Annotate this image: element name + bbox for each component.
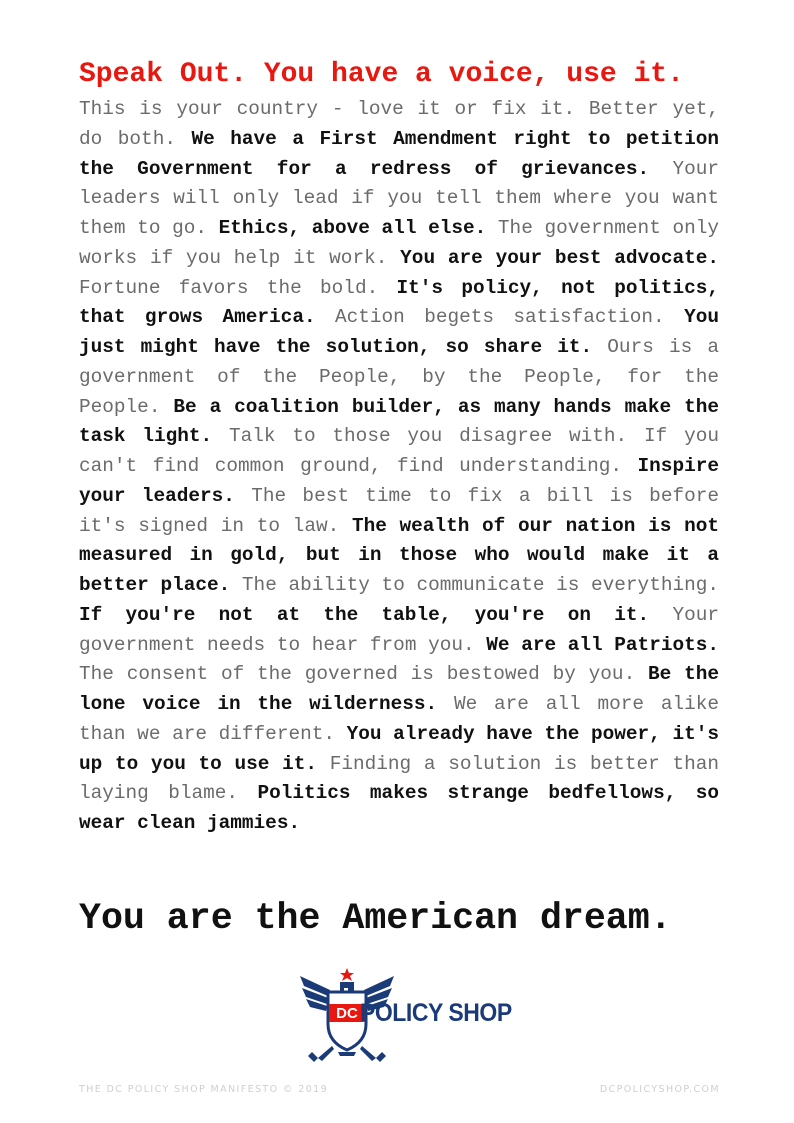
logo-name: POLICY SHOP	[360, 999, 512, 1027]
manifesto-segment: We have a First Amendment right to petition the Government for a redress of grievances.	[79, 127, 719, 180]
dc-policy-shop-logo	[298, 966, 512, 1066]
manifesto-segment: Be a coalition builder, as many hands make the task light.	[79, 395, 719, 448]
manifesto-body	[79, 95, 719, 839]
manifesto-segment: Your government needs to hear from you.	[79, 603, 719, 656]
closing-line: You are the American dream.	[79, 898, 672, 939]
manifesto-segment: The ability to communicate is everything.	[241, 574, 720, 596]
manifesto-segment: Politics makes strange bedfellows, so wear clean jammies.	[79, 782, 720, 834]
manifesto-segment: It's policy, not politics, that grows America.	[79, 276, 720, 329]
manifesto-segment: The best time to fix a bill is before it's signed in to law.	[79, 484, 720, 537]
manifesto-segment: Ethics, above all else.	[218, 217, 487, 239]
footer-website-link[interactable]: DCPOLICYSHOP.COM	[599, 1084, 720, 1095]
manifesto-segment: Action begets satisfaction.	[335, 306, 665, 329]
manifesto-segment: Talk to those you disagree with. If you can't find common ground, find understanding.	[79, 425, 719, 477]
manifesto-segment: You already have the power, it's up to you to use it.	[79, 722, 720, 775]
manifesto-segment: You are your best advocate.	[400, 246, 720, 269]
manifesto-segment: Ours is a government of the People, by the People, for the People.	[79, 336, 720, 418]
manifesto-segment: The wealth of our nation is not measured in gold, but in those who would make it a better place.	[79, 514, 720, 596]
manifesto-segment: We are all Patriots.	[486, 633, 720, 656]
badge-text: DC	[336, 1005, 358, 1022]
footer-copyright: THE DC POLICY SHOP MANIFESTO © 2019	[79, 1084, 329, 1095]
manifesto-segment: Fortune favors the bold.	[79, 276, 379, 299]
manifesto-segment: Be the lone voice in the wilderness.	[79, 663, 720, 715]
manifesto-segment: If you're not at the table, you're on it.	[79, 603, 650, 626]
manifesto-segment: The government only works if you help it work.	[79, 217, 720, 269]
manifesto-segment: The consent of the governed is bestowed by you.	[79, 663, 636, 686]
manifesto-segment: This is your country - love it or fix it. Better yet, do both.	[79, 98, 719, 150]
manifesto-segment: We are all more alike than we are different.	[79, 693, 719, 745]
headline: Speak Out. You have a voice, use it.	[79, 59, 684, 90]
manifesto-segment: Finding a solution is better than laying blame.	[79, 752, 719, 805]
manifesto-segment: You just might have the solution, so share it.	[79, 306, 719, 358]
manifesto-segment: Your leaders will only lead if you tell them where you want them to go.	[79, 157, 719, 239]
manifesto-segment: Inspire your leaders.	[79, 455, 719, 507]
